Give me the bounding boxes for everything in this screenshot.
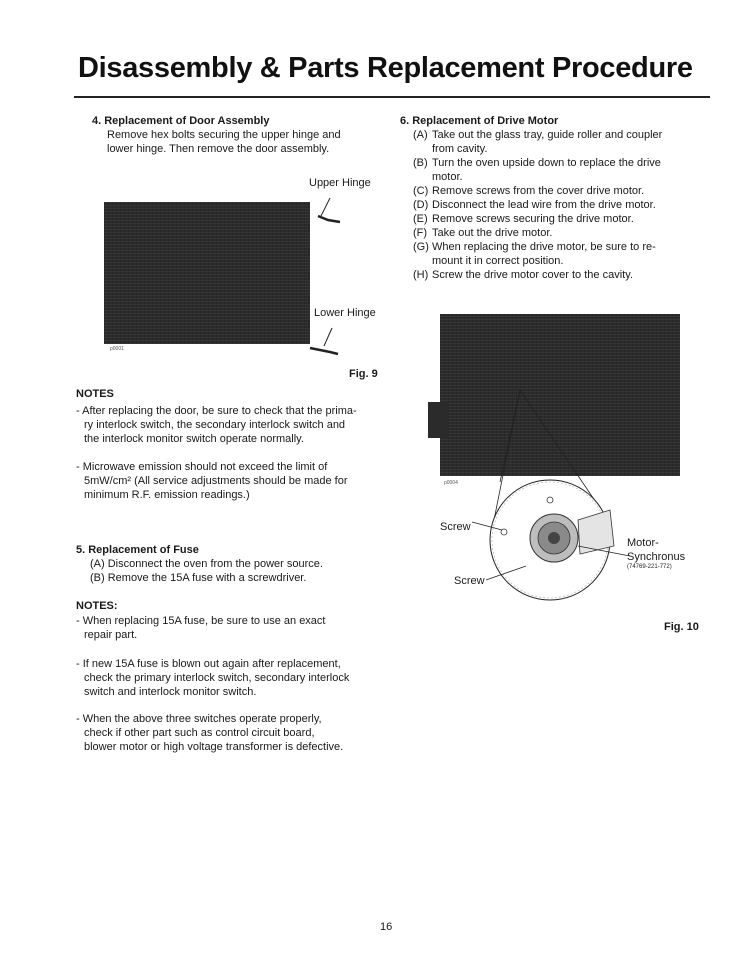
notes2-1-line-1: - When replacing 15A fuse, be sure to use an exact — [76, 615, 326, 627]
notes2-2-line-2: check the primary interlock switch, secondary interlock — [84, 672, 350, 684]
screw-label-bottom: Screw — [454, 575, 485, 587]
note-2-line-3: minimum R.F. emission readings.) — [84, 489, 250, 501]
oven-photo-code: p0004 — [444, 480, 458, 486]
fig-9-caption: Fig. 9 — [349, 368, 378, 380]
motor-step-f: (F) Take out the drive motor. — [413, 227, 553, 239]
motor-label-line-2: Synchronus — [627, 551, 686, 563]
motor-step-c: (C) Remove screws from the cover drive motor. — [413, 185, 645, 197]
note-1-line-3: the interlock monitor switch operate normally. — [84, 433, 304, 445]
note-1-line-1: - After replacing the door, be sure to check that the prima- — [76, 405, 357, 417]
notes-heading: NOTES — [76, 388, 114, 400]
door-body-line-1: Remove hex bolts securing the upper hinge and — [107, 129, 341, 141]
note-1-line-2: ry interlock switch, the secondary interlock switch and — [84, 419, 346, 431]
page-number: 16 — [380, 921, 393, 933]
title-rule — [74, 96, 710, 98]
motor-part-number: (74769-221-772) — [627, 564, 672, 570]
notes2-1-line-2: repair part. — [84, 629, 138, 641]
motor-step-b: (B) Turn the oven upside down to replace the drive motor. — [413, 157, 661, 183]
note-2-line-1: - Microwave emission should not exceed the limit of — [76, 461, 328, 473]
door-body-line-2: lower hinge. Then remove the door assembly. — [107, 143, 330, 155]
notes2-2-line-3: switch and interlock monitor switch. — [84, 686, 257, 698]
notes2-heading: NOTES: — [76, 600, 118, 612]
fuse-step-b: (B) Remove the 15A fuse with a screwdriver. — [90, 572, 307, 584]
fuse-step-a: (A) Disconnect the oven from the power source. — [90, 558, 323, 570]
notes2-2-line-1: - If new 15A fuse is blown out again after replacement, — [76, 658, 341, 670]
screw-label-top: Screw — [440, 521, 471, 533]
motor-step-d: (D) Disconnect the lead wire from the drive motor. — [413, 199, 656, 211]
door-photo-code: p0001 — [110, 346, 124, 352]
notes2-3-line-2: check if other part such as control circuit board, — [84, 727, 315, 739]
motor-step-g: (G) When replacing the drive motor, be sure to re- mount it in correct position. — [413, 241, 656, 267]
notes2-3-line-3: blower motor or high voltage transformer is defective. — [84, 741, 344, 753]
lower-hinge-label: Lower Hinge — [314, 307, 376, 319]
door-photo — [104, 202, 310, 344]
motor-step-e: (E) Remove screws securing the drive motor. — [413, 213, 634, 225]
upper-hinge-label: Upper Hinge — [309, 177, 371, 189]
motor-label-line-1: Motor- — [627, 537, 659, 549]
door-heading: 4. Replacement of Door Assembly — [92, 115, 270, 127]
fig-10-caption: Fig. 10 — [664, 621, 699, 633]
motor-step-h: (H) Screw the drive motor cover to the cavity. — [413, 269, 633, 281]
notes2-3-line-1: - When the above three switches operate properly, — [76, 713, 322, 725]
fuse-heading: 5. Replacement of Fuse — [76, 544, 199, 556]
note-2-line-2: 5mW/cm² (All service adjustments should be made for — [84, 475, 348, 487]
hinge-callouts — [300, 190, 360, 360]
motor-heading: 6. Replacement of Drive Motor — [400, 115, 559, 127]
page-title: Disassembly & Parts Replacement Procedure — [78, 52, 693, 84]
motor-step-a: (A) Take out the glass tray, guide roller and coupler from cavity. — [413, 129, 663, 155]
